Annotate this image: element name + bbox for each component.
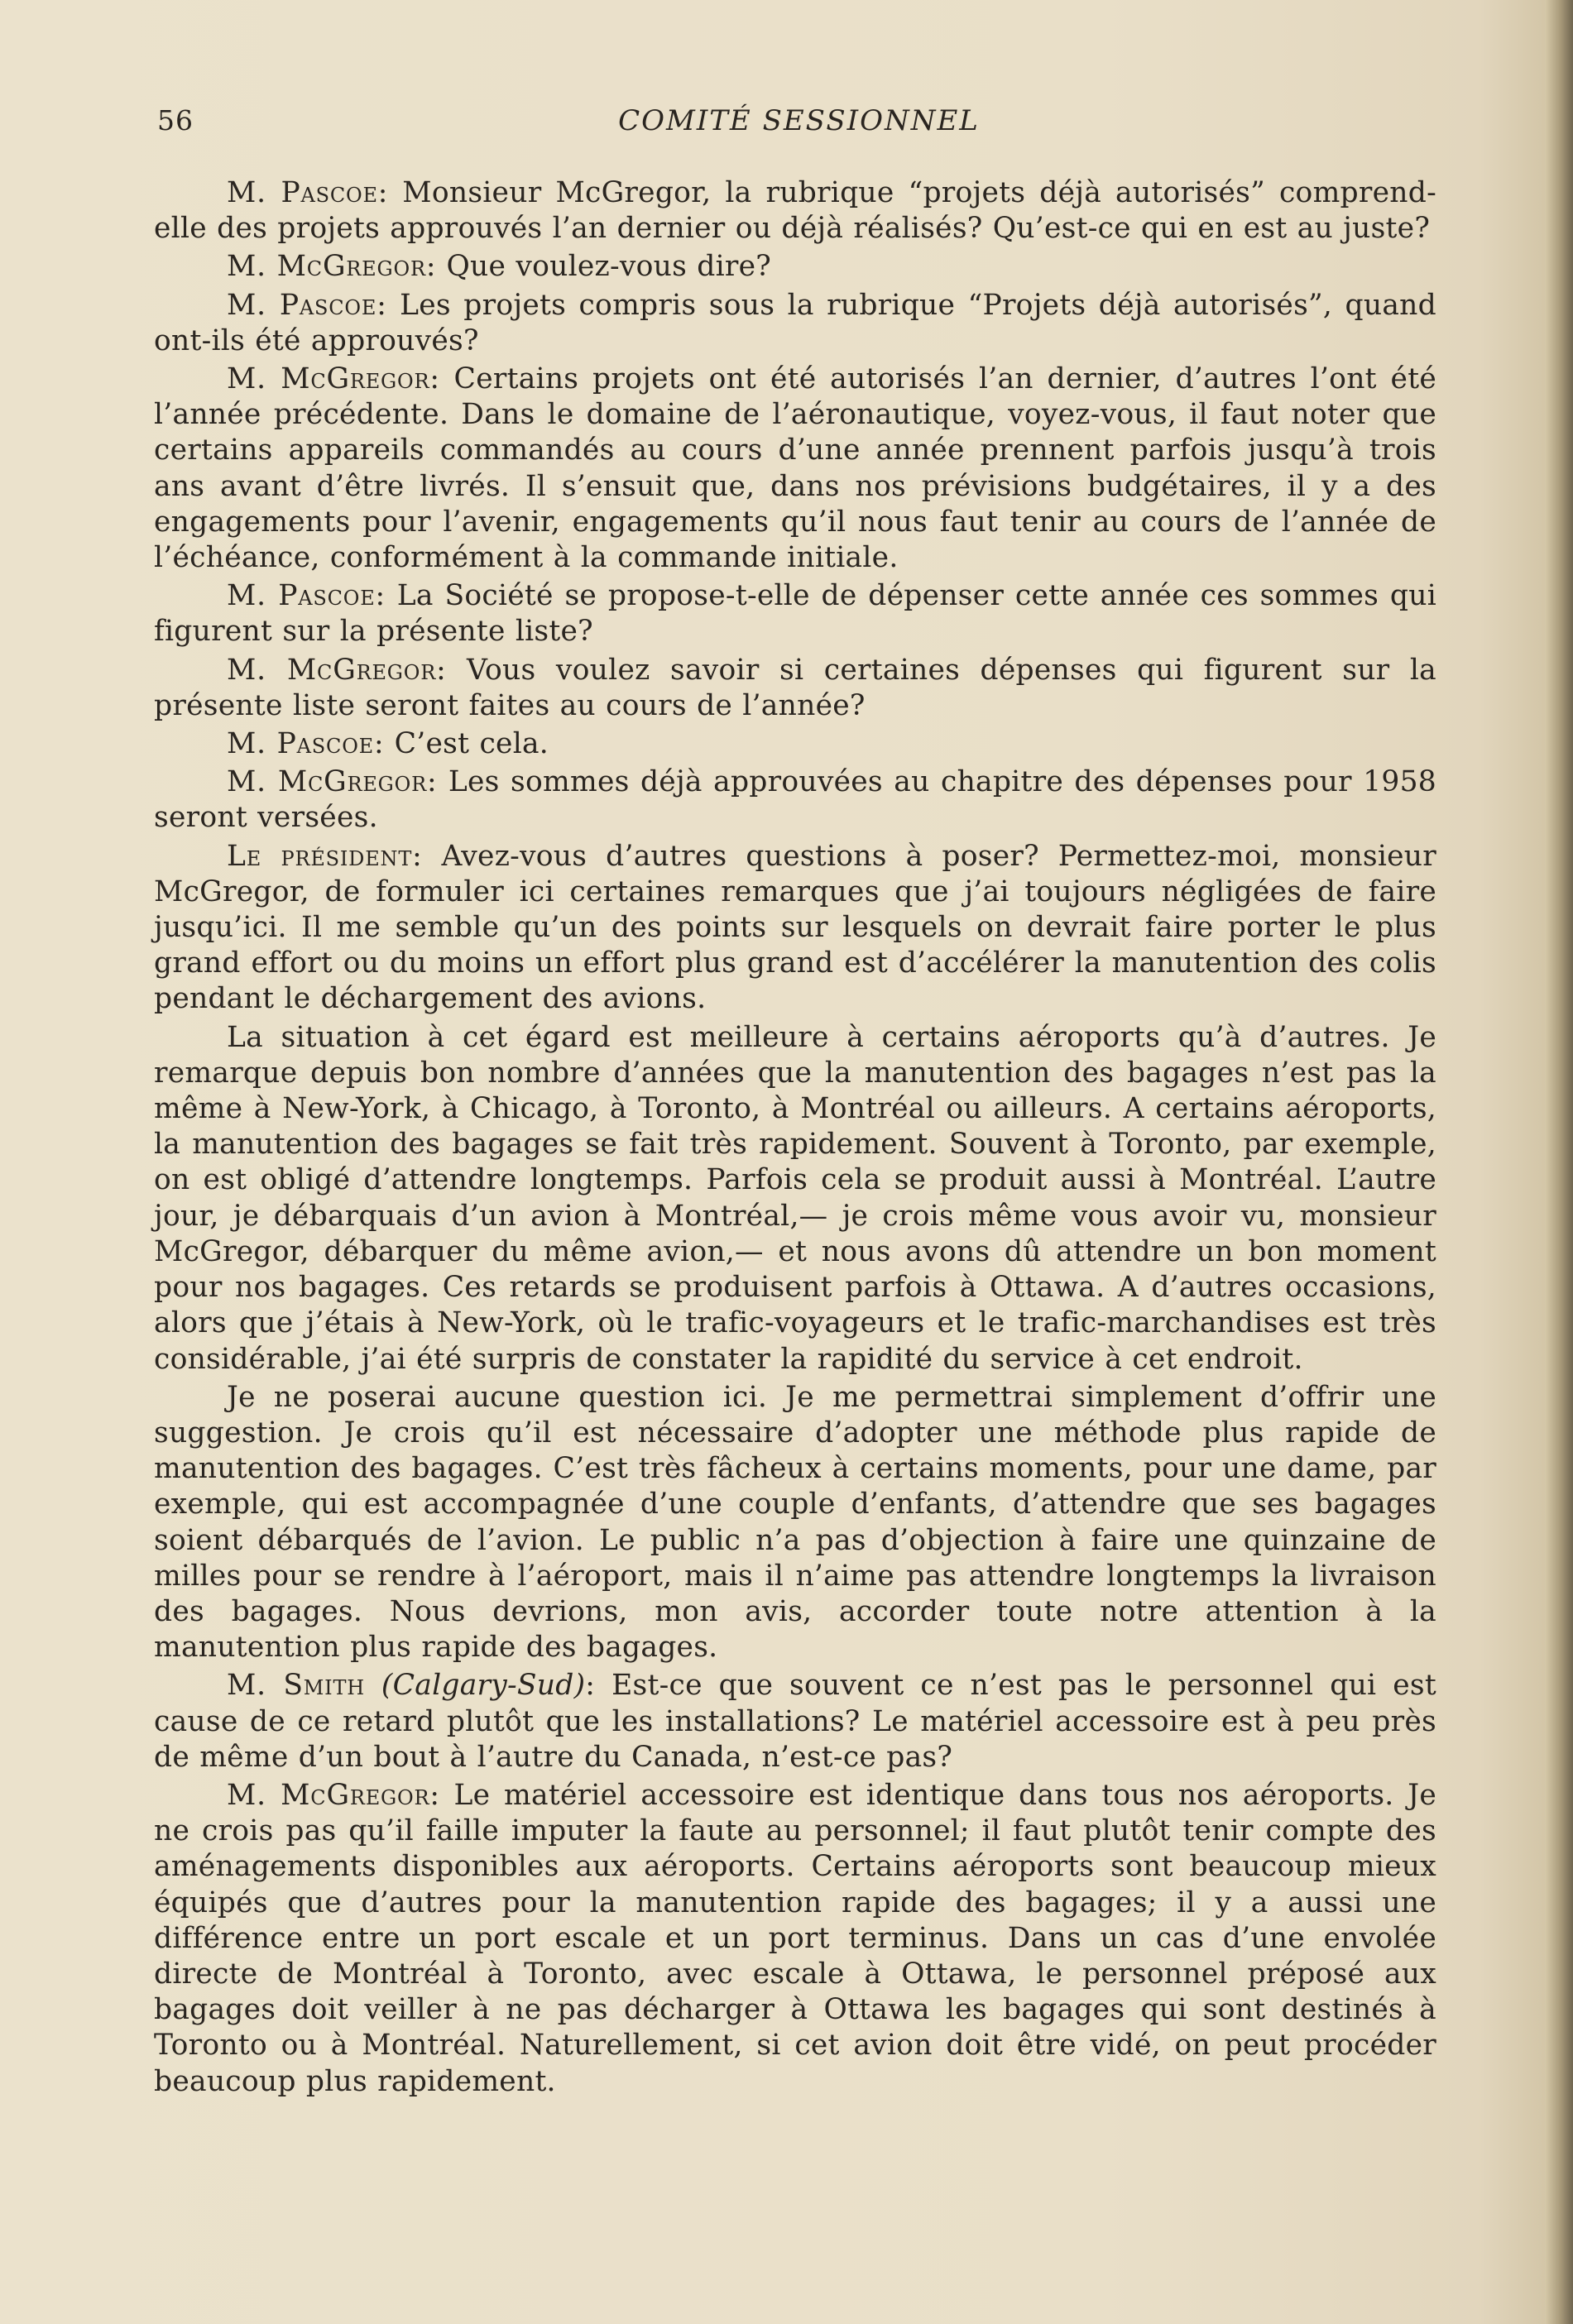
paragraph [154, 175, 1436, 247]
speaker-name: M. Pascoe: [227, 176, 389, 209]
paragraph [154, 288, 1436, 359]
paragraph [154, 764, 1436, 836]
paragraph-text: Je ne poserai aucune question ici. Je me permettrai simplement d’offrir une suggestion. Je crois qu’il est nécessaire d’adopter une méthode plus rapide de manutention des bagages. C’est très fâcheux à certains moments, pour une dame, par exemple, qui est accompagnée d’une couple d’enfants, d’attendre que ses bagages soient débarqués de l’avion. Le public n’a pas d’objection à faire une quinzaine de milles pour se rendre à l’aéroport, mais il n’aime pas attendre longtemps la livraison des bagages. Nous devrions, mon avis, accorder toute notre attention à la manutention plus rapide des bagages. [154, 1380, 1436, 1665]
transcript-body [154, 175, 1436, 2102]
paragraph [154, 249, 1436, 285]
speaker-name: Le président: [227, 839, 423, 873]
paragraph [154, 578, 1436, 649]
paragraph-text: Avez-vous d’autres questions à poser? Permettez-moi, monsieur McGregor, de formuler ici certaines remarques que j’ai toujours négligées de faire jusqu’ici. Il me semble qu’un des points sur lesquels on devrait faire porter le plus grand effort ou du moins un effort plus grand est d’accélérer la manutention des colis pendant le déchargement des avions. [154, 839, 1436, 1016]
speaker-name: M. McGregor: [227, 1778, 440, 1812]
paragraph-text: Certains projets ont été autorisés l’an dernier, d’autres l’ont été l’année précédente. Dans le domaine de l’aéronautique, voyez-vous, il faut noter que certains appareils commandés au cours d’une année prennent parfois jusqu’à trois ans avant d’être livrés. Il s’ensuit que, dans nos prévisions budgétaires, il y a des engagements pour l’avenir, engagements qu’il nous faut tenir au cours de l’année de l’échéance, conformément à la commande initiale. [154, 362, 1436, 575]
page-edge-shadow [1545, 0, 1573, 2324]
paragraph-text: Les projets compris sous la rubrique “Projets déjà autorisés”, quand ont-ils été approuvés? [154, 288, 1436, 357]
speaker-name: M. McGregor: [227, 765, 438, 799]
speaker-name: M. Pascoe: [227, 727, 385, 761]
paragraph-text: La Société se propose-t-elle de dépenser cette année ces sommes qui figurent sur la présente liste? [154, 579, 1436, 649]
page-number: 56 [157, 104, 194, 137]
paragraph-text: La situation à cet égard est meilleure à certains aéroports qu’à d’autres. Je remarque depuis bon nombre d’années que la manutention des bagages n’est pas la même à New-York, à Chicago, à Toronto, à Montréal ou ailleurs. A certains aéroports, la manutention des bagages se fait très rapidement. Souvent à Toronto, par exemple, on est obligé d’attendre longtemps. Parfois cela se produit aussi à Montréal. L’autre jour, je débarquais d’un avion à Montréal,— je crois même vous avoir vu, monsieur McGregor, débarquer du même avion,— et nous avons dû attendre un bon moment pour nos bagages. Ces retards se produisent parfois à Ottawa. A d’autres occasions, alors que j’étais à New-York, où le trafic-voyageurs et le trafic-marchandises est très considérable, j’ai été surpris de constater la rapidité du service à cet endroit. [154, 1020, 1436, 1376]
speaker-name: M. Smith [227, 1669, 365, 1703]
page-header [157, 104, 1441, 146]
paragraph [154, 653, 1436, 724]
paragraph-text: Les sommes déjà approuvées au chapitre des dépenses pour 1958 seront versées. [154, 765, 1436, 835]
speaker-name: M. McGregor: [227, 362, 440, 396]
paragraph-text: Vous voulez savoir si certaines dépenses qui figurent sur la présente liste seront faites au cours de l’année? [154, 653, 1436, 722]
paragraph-text: Monsieur McGregor, la rubrique “projets déjà autorisés” comprend-elle des projets approuvés l’an dernier ou déjà réalisés? Qu’est-ce qui en est au juste? [154, 176, 1436, 246]
paragraph [154, 1778, 1436, 2100]
paragraph [154, 1380, 1436, 1666]
speaker-name: M. Pascoe: [227, 579, 386, 613]
paragraph-text: : Est-ce que souvent ce n’est pas le personnel qui est cause de ce retard plutôt que les installations? Le matériel accessoire est à peu près de même d’un bout à l’autre du Canada, n’est-ce pas? [154, 1669, 1436, 1774]
speaker-name: M. McGregor: [227, 250, 437, 284]
paragraph [154, 839, 1436, 1018]
paragraph [154, 1668, 1436, 1775]
speaker-name: M. Pascoe: [227, 288, 387, 322]
paragraph [154, 726, 1436, 762]
paragraph-text: Que voulez-vous dire? [436, 250, 772, 284]
paragraph-text: Le matériel accessoire est identique dans tous nos aéroports. Je ne crois pas qu’il faille imputer la faute au personnel; il faut plutôt tenir compte des aménagements disponibles aux aéroports. Certains aéroports sont beaucoup mieux équipés que d’autres pour la manutention rapide des bagages; il y a aussi une différence entre un port escale et un port terminus. Dans un cas d’une envolée directe de Montréal à Toronto, avec escale à Ottawa, le personnel préposé aux bagages doit veiller à ne pas décharger à Ottawa les bagages qui sont destinés à Toronto ou à Montréal. Naturellement, si cet avion doit être vidé, on peut procéder beaucoup plus rapidement. [154, 1778, 1437, 2098]
paragraph [154, 1020, 1436, 1378]
speaker-name: M. McGregor: [227, 653, 447, 687]
paragraph-text: C’est cela. [384, 727, 549, 761]
running-title: COMITÉ SESSIONNEL [618, 104, 980, 137]
paragraph [154, 362, 1436, 576]
speaker-riding: (Calgary-Sud) [364, 1669, 586, 1703]
